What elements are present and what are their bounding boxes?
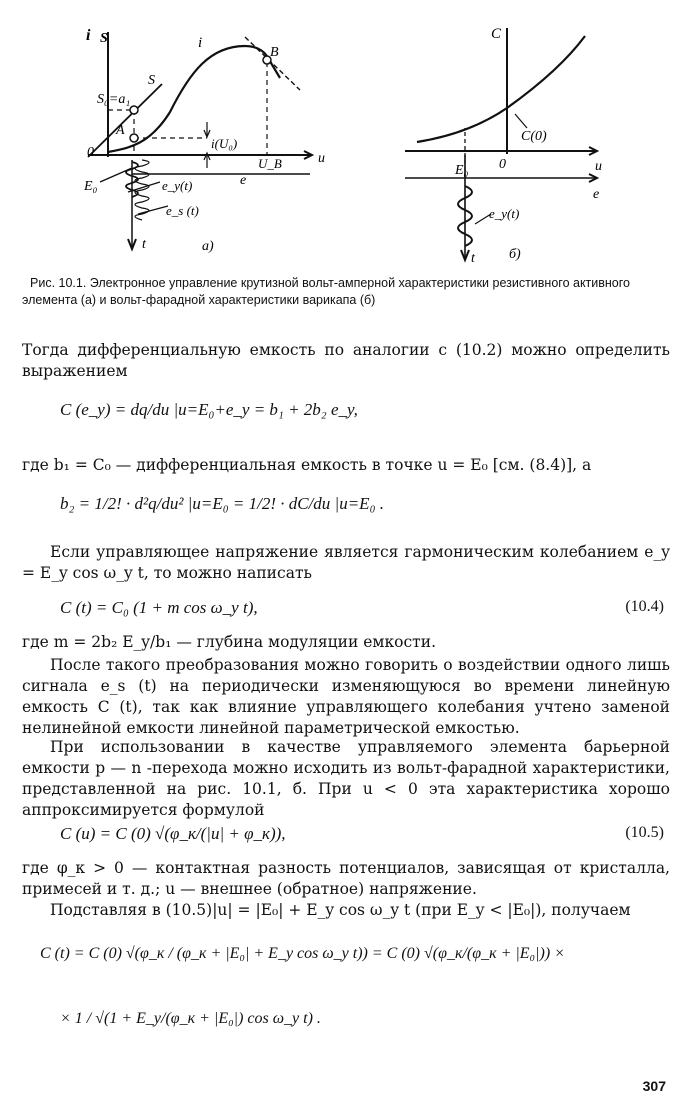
s0-point (130, 106, 138, 114)
zero-label: 0 (499, 157, 506, 172)
point-a-marker (130, 134, 138, 142)
paragraph-1: Тогда дифференциальную емкость по аналогии с (10.2) можно определить выражением (22, 341, 670, 380)
e-axis-label: e (240, 173, 247, 188)
c0-pointer (515, 114, 527, 128)
i-u0-label: i(U₀) (211, 136, 238, 151)
c0-label: C(0) (521, 129, 547, 144)
e0-tick (100, 168, 132, 182)
paragraph-8: Подставляя в (10.5)|u| = |E₀| + E_y cos ω_y t (при E_y < |E₀|), получаем (50, 901, 631, 919)
c-axis-label: C (491, 26, 502, 42)
c-curve (417, 36, 585, 142)
u-axis-label-b: u (595, 159, 602, 174)
t-axis-label-b: t (471, 251, 475, 266)
i-axis-label: i (86, 27, 91, 44)
point-a-label: A (116, 123, 125, 138)
e-axis-label-b: e (593, 187, 600, 202)
e0-label-b: E₀ (455, 163, 469, 178)
formula-ct-factor: × 1 / √(1 + E_y/(φ_к + |E₀|) cos ω_y t) . (60, 1010, 321, 1027)
es-wave (135, 160, 149, 220)
e0-label: E₀ (84, 179, 98, 194)
panel-b-label: б) (509, 247, 521, 262)
formula-cu: C (u) = C (0) √(φ_к/(|u| + φ_к)), (60, 824, 286, 843)
u-b-label: U_B (258, 156, 282, 171)
es-pointer (138, 206, 168, 214)
ey-label-b: e_y(t) (489, 206, 520, 221)
figure-caption: Рис. 10.1. Электронное управление крутизной вольт-амперной характеристики резистивного активного элемента (а) и вольт-фарадной характеристики варикапа (б) (22, 276, 630, 307)
s0-label: S₀=a₁ (97, 92, 131, 107)
figure-b (395, 18, 625, 268)
ey-label: e_y(t) (162, 178, 193, 193)
formula-b2: b₂ = 1/2! · d²q/du² |u=E₀ = 1/2! · dC/du |u=E₀ . (60, 494, 384, 513)
paragraph-5: После такого преобразования можно говорить о воздействии одного лишь сигнала e_s (t) на периодически изменяющуюся во времени линейную емкость C (t), так как влияние управляющего колебания учтено заменой нелинейной емкости линейной параметрической емкостью. (22, 656, 670, 737)
i-u0-arrow-top (204, 122, 210, 137)
formula-c-ey: C (e_y) = dq/du |u=E₀+e_y = b₁ + 2b₂ e_y, (60, 400, 358, 419)
origin-label: 0 (87, 145, 94, 160)
figure-a (70, 22, 340, 262)
paragraph-6: При использовании в качестве управляемого элемента барьерной емкости p — n -перехода можно исходить из вольт-фарадной характеристики, представленной на рис. 10.1, б. При u < 0 эта характеристика хорошо аппроксимируется формулой (22, 738, 670, 819)
point-b-label: B (270, 45, 279, 60)
paragraph-4: где m = 2b₂ E_y/b₁ — глубина модуляции емкости. (22, 633, 437, 651)
paragraph-2: где b₁ = C₀ — дифференциальная емкость в точке u = E₀ [см. (8.4)], а (22, 456, 592, 474)
paragraph-3: Если управляющее напряжение является гармоническим колебанием e_y = E_y cos ω_y t, то можно написать (22, 543, 670, 582)
t-axis-label: t (142, 237, 146, 252)
equation-number-10-5: (10.5) (625, 824, 664, 841)
equation-number-10-4: (10.4) (625, 598, 664, 615)
panel-a-label: а) (202, 239, 214, 254)
es-label: e_s (t) (166, 203, 199, 218)
paragraph-7: где φ_к > 0 — контактная разность потенциалов, зависящая от кристалла, примесей и т. д.; u — внешнее (обратное) напряжение. (22, 859, 670, 898)
formula-ct: C (t) = C₀ (1 + m cos ω_y t), (60, 598, 258, 617)
s-curve-label: S (148, 73, 155, 88)
formula-ct-expanded: C (t) = C (0) √(φ_к / (φ_к + |E₀| + E_y cos ω_y t)) = C (0) √(φ_к/(φ_к + |E₀|)) × (40, 945, 565, 962)
s-axis-label: S (100, 31, 108, 46)
u-axis-label: u (318, 151, 325, 166)
i-curve-label: i (198, 35, 203, 51)
page-number: 307 (642, 1078, 666, 1094)
